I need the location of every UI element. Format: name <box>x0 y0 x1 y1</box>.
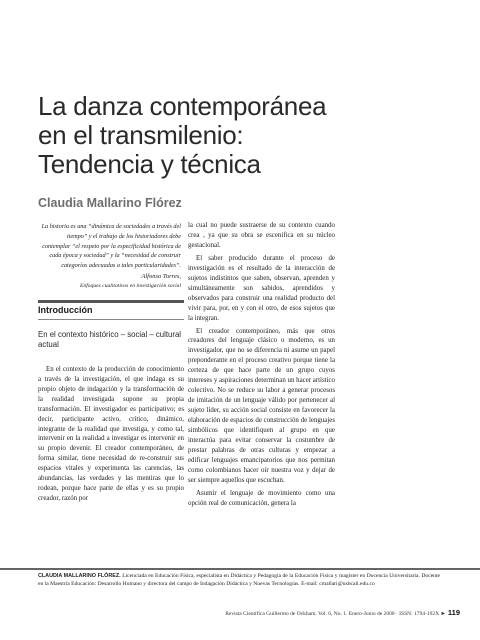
footnote-divider <box>0 568 480 570</box>
page-arrow-icon: ► <box>440 611 446 617</box>
title-line: Tendencia y técnica <box>38 149 261 179</box>
article-title <box>38 92 438 179</box>
epigraph <box>38 222 181 290</box>
left-column <box>38 222 184 504</box>
body-paragraph: la cual no puede sustraerse de su contexto cuando crea , ya que su obra se escenifica en su núcleo gestacional. <box>188 222 335 249</box>
article-author: Claudia Mallarino Flórez <box>38 196 182 210</box>
footnote-bio: Licenciada en Educación Física, especialista en Didáctica y Pedagogía de la Educación Física y magíster en Docencia Universitaria. Docente en la Maestría Educación: Desarrollo Humano y directora del campo de Indagación Didáctica y Nuevas Tecnologías. E-mail: cmallari@usbcali.edu.co <box>38 573 441 587</box>
epigraph-quote: La historia es una “dinámica de sociedades a través del tiempo” y el trabajo de los historiadores debe contemplar “el respeto por la especificidad histórica de cada época y sociedad” y la “necesidad de construir categorías adecuadas a tales particularidades”. <box>41 223 181 270</box>
page-number: 119 <box>447 608 460 617</box>
body-paragraph: Asumir el lenguaje de movimiento como una opción real de comunicación, genera la <box>188 489 335 507</box>
body-paragraph: En el contexto de la producción de conocimiento a través de la investigación, el que indaga es su propio objeto de indagación y la transformación de la realidad investigada supone su propia transformación. El investigador es participativo; es decir, participante activo, crítico, dinámico, integrante de la realidad que investiga, y como tal, intervenir en la realidad a investigar es intervenir en su propio devenir. El creador contemporáneo, de forma similar, tiene necesidad de re-construir sus espacios vitales y experimenta las carencias, las abundancias, las verdades y las mentiras que lo rodean, porque hace parte de ellas y es su propio creador, razón por <box>38 365 184 503</box>
section-subheading: En el contexto histórico – social – cultural actual <box>38 329 182 349</box>
title-line: en el transmilenio: <box>38 120 244 150</box>
running-footer <box>225 608 460 617</box>
right-column <box>188 221 335 509</box>
epigraph-source: Enfoques cualitativos en investigación social <box>80 282 181 289</box>
section-heading-bar <box>38 300 184 320</box>
author-footnote <box>38 573 440 589</box>
title-line: La danza contemporánea <box>38 91 327 121</box>
footnote-author-name: CLAUDIA MALLARINO FLÓREZ. <box>38 573 121 579</box>
body-paragraph: El saber producido durante el proceso de investigación es el resultado de la interacción de sujetos indistintos que saben, observan, aprenden y simultáneamente son sabidos, aprendidos y observados para construir una realidad producto del vivir para, por, en y con el otro, de esos sujetos que la integran. <box>188 254 335 322</box>
body-paragraph: El creador contemporáneo, más que otros creadores del lenguaje clásico o moderno, es un investigador, que no se diferencia ni asume un papel preponderante en el proceso creativo porque tiene la certeza de que hace parte de un grupo cuyos intereses y aspiraciones determinan un hacer artístico colectivo. No se reduce su labor a generar procesos de imitación de un lenguaje válido por pertenecer al sujeto líder, su acción social consiste en favorecer la elaboración de espacios de construcción de lenguajes simbólicos que identifiquen al grupo en que interactúa para evitar conservar la costumbre de prestar palabras de otras culturas y empezar a edificar lenguajes emancipatorios que nos permitan como colombianos hacer oír nuestra voz y dejar de ser siempre aquellos que escuchan. <box>188 327 335 484</box>
section-heading: Introducción <box>38 304 93 315</box>
epigraph-attribution: Alfonso Torres, <box>141 272 181 280</box>
journal-citation: Revista Científica Guillermo de Ockham. Vol. 6, No. 1. Enero-Junio de 2008 · ISSN: 1794-192X <box>225 611 440 617</box>
